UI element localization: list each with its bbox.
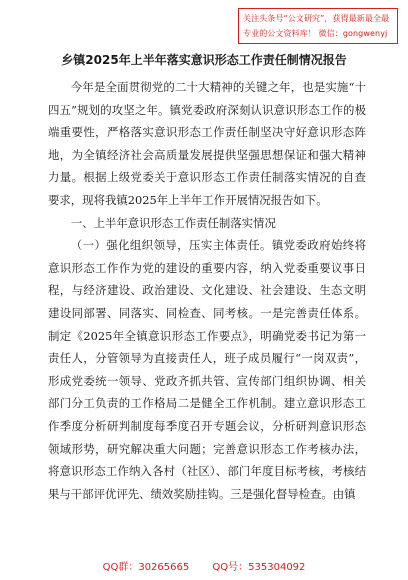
header-notice-text: 关注头条号“公文研究”，获得最新最全最专业的公文资料库！ 微信：gongwenyj (243, 14, 390, 38)
footer-contact (0, 558, 408, 573)
document-body (48, 76, 366, 505)
footer-qq-number: QQ号：535304092 (212, 562, 306, 573)
section-paragraph: （一）强化组织领导，压实主体责任。镇党委政府始终将意识形态工作作为党的建设的重要内容，纳入党委重要议事日程，与经济建设、政治建设、文化建设、社会建设、生态文明建设同部署、同落实、同检查、同考核。一是完善责任体系。制定《2025年全镇意识形态工作要点》，明确党委书记为第一责任人，分管领导为直接责任人，班子成员履行“一岗双责”，形成党委统一领导、党政齐抓共管、宣传部门组织协调、相关部门分工负责的工作格局二是健全工作机制。建立意识形态工作季度分析研判制度每季度召开专题会议，分析研判意识形态领域形势，研究解决重大问题；完善意识形态工作考核办法，将意识形态工作纳入各村（社区）、部门年度目标考核，考核结果与干部评优评先、绩效奖励挂钩。三是强化督导检查。由镇 (48, 238, 366, 501)
header-notice-box (238, 8, 398, 44)
section-heading: 一、上半年意识形态工作责任制落实情况 (70, 215, 276, 230)
footer-qq-group: QQ群：30265665 (102, 562, 190, 573)
page-title: 乡镇2025年上半年落实意识形态工作责任制情况报告 (61, 53, 347, 67)
intro-paragraph: 今年是全面贯彻党的二十大精神的关键之年，也是实施“十四五”规划的攻坚之年。镇党委政府深刻认识意识形态工作的极端重要性，严格落实意识形态工作责任制坚决守好意识形态阵地，为全镇经济社会高质量发展提供坚强思想保证和强大精神力量。根据上级党委关于意识形态工作责任制落实情况的自查要求，现将我镇2025年上半年工作开展情况报告如下。 (48, 80, 366, 207)
